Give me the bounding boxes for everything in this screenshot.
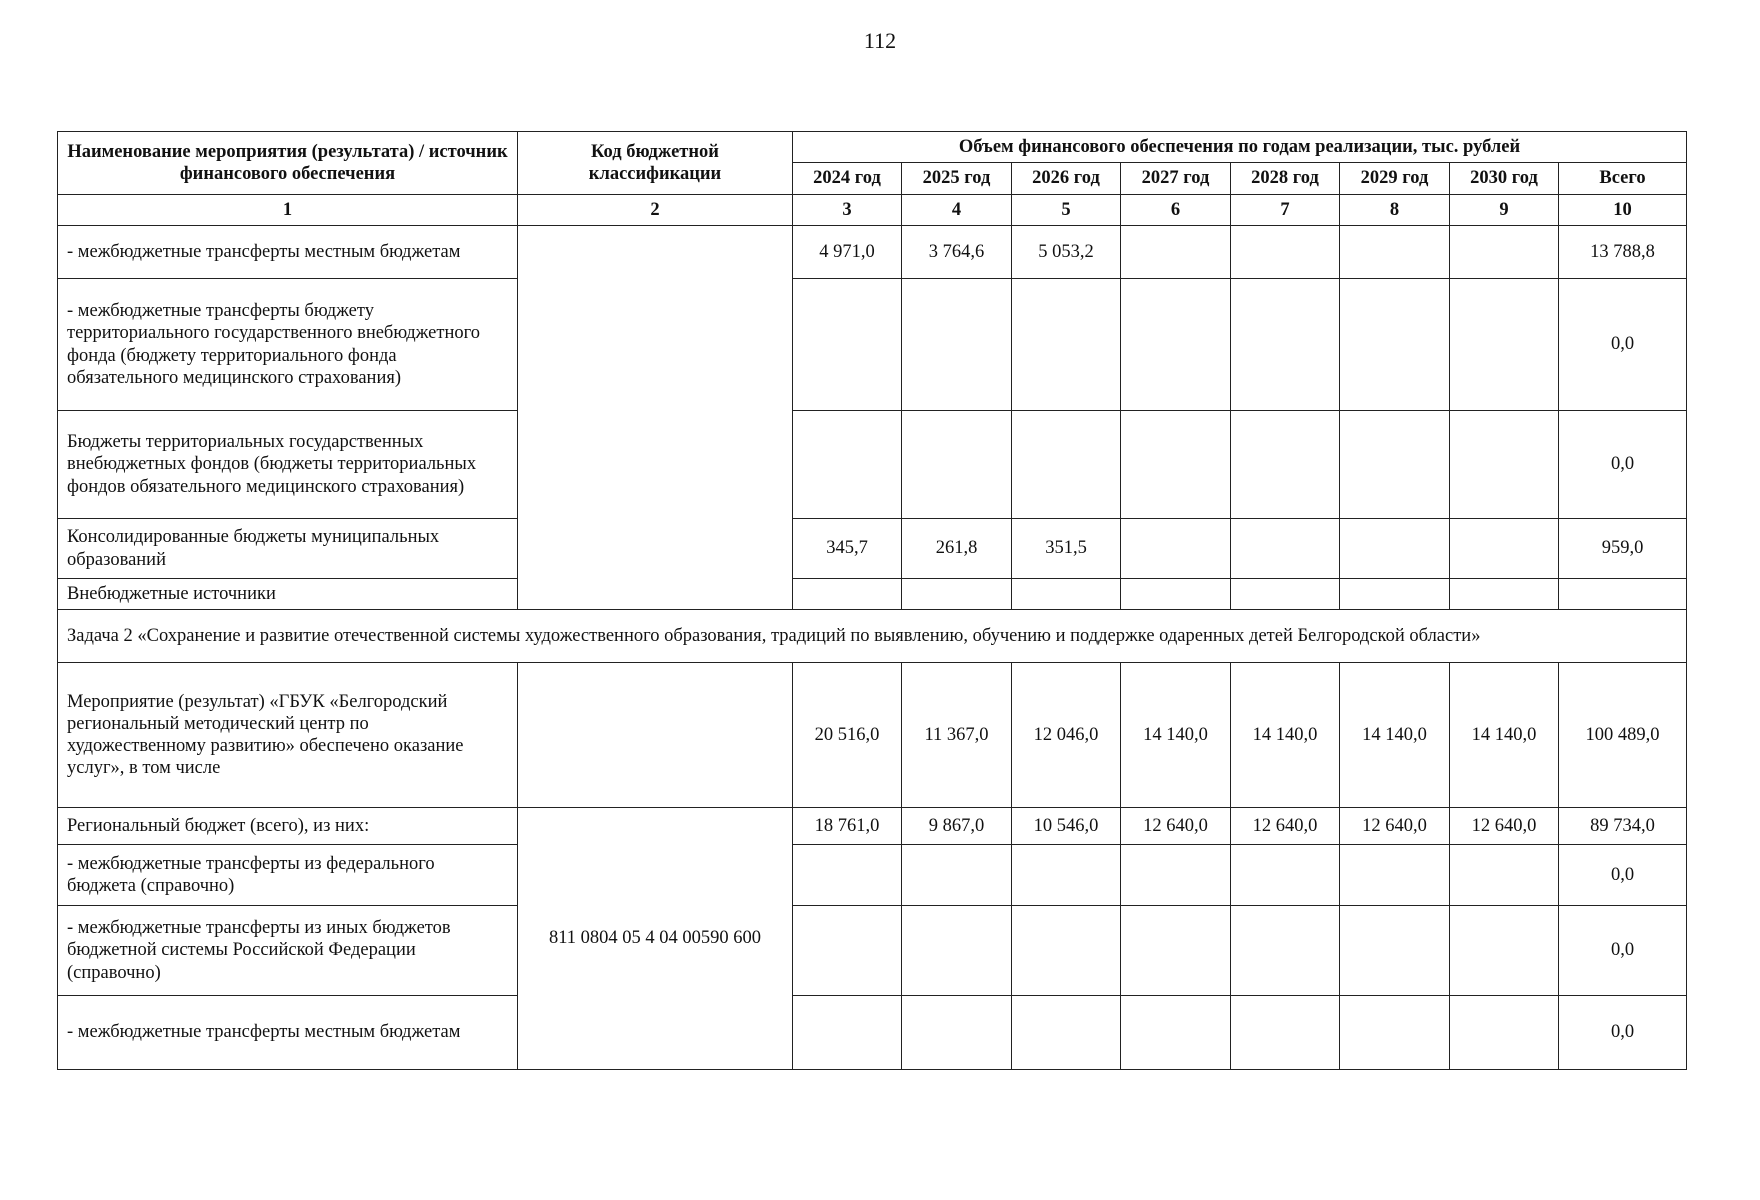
source-name: - межбюджетные трансферты из иных бюджетов бюджетной системы Российской Федерации (справочно) xyxy=(58,906,518,996)
value-cell xyxy=(1231,411,1340,519)
task-text: Задача 2 «Сохранение и развитие отечественной системы художественного образования, традиций по выявлению, обучению и поддержке одаренных детей Белгородской области» xyxy=(58,610,1687,663)
column-number: 6 xyxy=(1121,195,1231,226)
header-total: Всего xyxy=(1559,163,1687,195)
value-cell xyxy=(1121,226,1231,279)
value-cell xyxy=(1121,845,1231,906)
value-cell xyxy=(1012,579,1121,610)
column-number: 5 xyxy=(1012,195,1121,226)
value-cell: 261,8 xyxy=(902,519,1012,579)
column-number: 7 xyxy=(1231,195,1340,226)
source-name: - межбюджетные трансферты бюджету территориального государственного внебюджетного фонда (бюджету территориального фонда обязательного медицинского страхования) xyxy=(58,279,518,411)
total-cell: 959,0 xyxy=(1559,519,1687,579)
page-number: 112 xyxy=(863,28,897,53)
total-cell: 0,0 xyxy=(1559,411,1687,519)
value-cell xyxy=(1012,906,1121,996)
value-cell xyxy=(1231,845,1340,906)
value-cell xyxy=(1450,519,1559,579)
total-cell: 100 489,0 xyxy=(1559,663,1687,808)
source-name: - межбюджетные трансферты местным бюджетам xyxy=(58,996,518,1070)
value-cell xyxy=(793,845,902,906)
table-row xyxy=(58,579,1687,610)
value-cell xyxy=(1121,279,1231,411)
total-cell xyxy=(1559,579,1687,610)
value-cell xyxy=(1450,579,1559,610)
value-cell xyxy=(1450,996,1559,1070)
value-cell xyxy=(793,996,902,1070)
value-cell xyxy=(902,411,1012,519)
value-cell xyxy=(1231,279,1340,411)
column-number: 8 xyxy=(1340,195,1450,226)
value-cell xyxy=(902,906,1012,996)
table-row xyxy=(58,996,1687,1070)
value-cell xyxy=(1340,996,1450,1070)
value-cell xyxy=(1340,279,1450,411)
value-cell: 14 140,0 xyxy=(1340,663,1450,808)
value-cell: 5 053,2 xyxy=(1012,226,1121,279)
value-cell xyxy=(902,845,1012,906)
value-cell xyxy=(1121,411,1231,519)
measure-name: Мероприятие (результат) «ГБУК «Белгородский региональный методический центр по художественному развитию» обеспечено оказание услуг», в том числе xyxy=(58,663,518,808)
column-number: 9 xyxy=(1450,195,1559,226)
value-cell xyxy=(1231,226,1340,279)
table-row xyxy=(58,279,1687,411)
header-name: Наименование мероприятия (результата) / источник финансового обеспечения xyxy=(58,132,518,195)
value-cell: 10 546,0 xyxy=(1012,808,1121,845)
value-cell xyxy=(902,579,1012,610)
code-cell-empty xyxy=(518,226,793,610)
source-name: - межбюджетные трансферты из федерального бюджета (справочно) xyxy=(58,845,518,906)
total-cell: 89 734,0 xyxy=(1559,808,1687,845)
value-cell xyxy=(1340,411,1450,519)
value-cell: 12 640,0 xyxy=(1450,808,1559,845)
total-cell: 0,0 xyxy=(1559,906,1687,996)
budget-table xyxy=(57,131,1687,1070)
value-cell: 12 640,0 xyxy=(1121,808,1231,845)
value-cell xyxy=(793,279,902,411)
value-cell: 20 516,0 xyxy=(793,663,902,808)
table-row xyxy=(58,808,1687,845)
value-cell xyxy=(1450,845,1559,906)
value-cell: 12 640,0 xyxy=(1231,808,1340,845)
value-cell: 11 367,0 xyxy=(902,663,1012,808)
table-row xyxy=(58,519,1687,579)
total-cell: 0,0 xyxy=(1559,845,1687,906)
value-cell xyxy=(793,411,902,519)
table-row xyxy=(58,411,1687,519)
source-name: Консолидированные бюджеты муниципальных образований xyxy=(58,519,518,579)
value-cell: 12 640,0 xyxy=(1340,808,1450,845)
value-cell xyxy=(1340,579,1450,610)
column-number: 4 xyxy=(902,195,1012,226)
header-code: Код бюджетной классификации xyxy=(518,132,793,195)
column-number: 3 xyxy=(793,195,902,226)
header-year: 2029 год xyxy=(1340,163,1450,195)
value-cell xyxy=(902,996,1012,1070)
source-name: Региональный бюджет (всего), из них: xyxy=(58,808,518,845)
value-cell xyxy=(793,906,902,996)
column-number: 2 xyxy=(518,195,793,226)
value-cell: 9 867,0 xyxy=(902,808,1012,845)
value-cell xyxy=(1121,519,1231,579)
value-cell xyxy=(1231,519,1340,579)
header-year: 2028 год xyxy=(1231,163,1340,195)
value-cell xyxy=(1012,845,1121,906)
source-name: - межбюджетные трансферты местным бюджетам xyxy=(58,226,518,279)
value-cell xyxy=(1231,579,1340,610)
header-year: 2025 год xyxy=(902,163,1012,195)
value-cell: 351,5 xyxy=(1012,519,1121,579)
value-cell: 14 140,0 xyxy=(1231,663,1340,808)
value-cell xyxy=(902,279,1012,411)
budget-code: 811 0804 05 4 04 00590 600 xyxy=(518,808,793,1070)
value-cell: 18 761,0 xyxy=(793,808,902,845)
table-row xyxy=(58,845,1687,906)
value-cell xyxy=(1340,519,1450,579)
value-cell xyxy=(1121,579,1231,610)
value-cell xyxy=(793,579,902,610)
value-cell: 345,7 xyxy=(793,519,902,579)
value-cell xyxy=(1121,996,1231,1070)
table-row xyxy=(58,906,1687,996)
table-row xyxy=(58,226,1687,279)
total-cell: 13 788,8 xyxy=(1559,226,1687,279)
value-cell xyxy=(1012,996,1121,1070)
value-cell xyxy=(1340,906,1450,996)
value-cell: 12 046,0 xyxy=(1012,663,1121,808)
header-year: 2026 год xyxy=(1012,163,1121,195)
source-name: Внебюджетные источники xyxy=(58,579,518,610)
value-cell xyxy=(1340,845,1450,906)
column-number: 1 xyxy=(58,195,518,226)
header-year: 2024 год xyxy=(793,163,902,195)
measure-row xyxy=(58,663,1687,808)
value-cell xyxy=(1012,411,1121,519)
value-cell xyxy=(1450,279,1559,411)
value-cell: 14 140,0 xyxy=(1121,663,1231,808)
value-cell xyxy=(1450,906,1559,996)
value-cell: 3 764,6 xyxy=(902,226,1012,279)
header-year: 2027 год xyxy=(1121,163,1231,195)
code-cell-empty xyxy=(518,663,793,808)
header-year: 2030 год xyxy=(1450,163,1559,195)
value-cell: 4 971,0 xyxy=(793,226,902,279)
header-volume: Объем финансового обеспечения по годам реализации, тыс. рублей xyxy=(793,132,1687,163)
total-cell: 0,0 xyxy=(1559,996,1687,1070)
value-cell: 14 140,0 xyxy=(1450,663,1559,808)
source-name: Бюджеты территориальных государственных внебюджетных фондов (бюджеты территориальных фондов обязательного медицинского страхования) xyxy=(58,411,518,519)
value-cell xyxy=(1231,996,1340,1070)
value-cell xyxy=(1012,279,1121,411)
value-cell xyxy=(1340,226,1450,279)
total-cell: 0,0 xyxy=(1559,279,1687,411)
column-number: 10 xyxy=(1559,195,1687,226)
value-cell xyxy=(1450,226,1559,279)
task-row xyxy=(58,610,1687,663)
value-cell xyxy=(1231,906,1340,996)
value-cell xyxy=(1121,906,1231,996)
value-cell xyxy=(1450,411,1559,519)
